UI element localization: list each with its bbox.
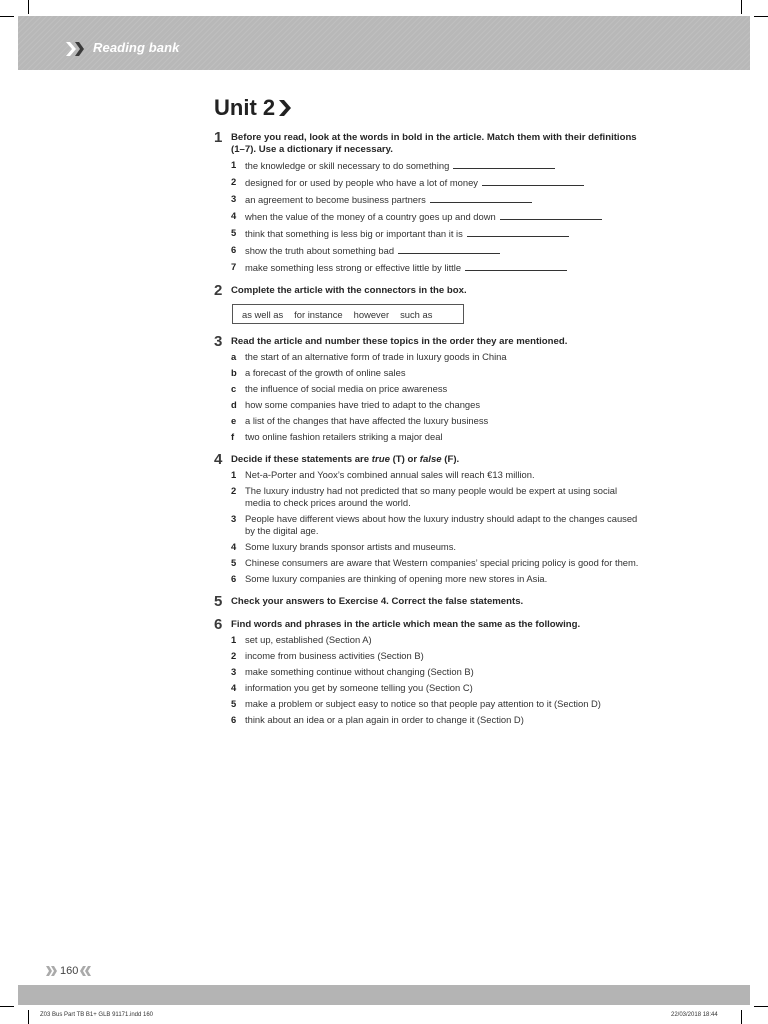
item-text: income from business activities (Section B) bbox=[245, 650, 424, 661]
exercise-number: 5 bbox=[214, 593, 223, 610]
item-text: Some luxury companies are thinking of opening more new stores in Asia. bbox=[245, 573, 548, 584]
answer-blank[interactable] bbox=[430, 193, 532, 203]
page-number-text: 160 bbox=[60, 965, 79, 977]
answer-blank[interactable] bbox=[465, 261, 567, 271]
item-number: 6 bbox=[231, 244, 237, 255]
item-number: 6 bbox=[231, 714, 237, 725]
item-letter: a bbox=[231, 351, 237, 362]
exercise-instruction bbox=[231, 454, 644, 466]
item-text: designed for or used by people who have a lot of money bbox=[245, 177, 478, 188]
exercise-instruction: Find words and phrases in the article which mean the same as the following. bbox=[231, 619, 581, 630]
list-item bbox=[231, 193, 644, 206]
exercise-number: 3 bbox=[214, 333, 223, 350]
exercise-1 bbox=[214, 129, 644, 274]
word-box-item: such as bbox=[400, 308, 433, 320]
word-box-item: as well as bbox=[242, 308, 284, 320]
instruction-text: (F). bbox=[441, 454, 460, 465]
item-number: 4 bbox=[231, 210, 237, 221]
item-text: two online fashion retailers striking a major deal bbox=[245, 431, 443, 442]
item-text: how some companies have tried to adapt to the changes bbox=[245, 399, 481, 410]
list-item bbox=[231, 573, 644, 585]
list-item bbox=[231, 431, 644, 443]
item-text: Some luxury brands sponsor artists and museums. bbox=[245, 541, 457, 552]
item-text: an agreement to become business partners bbox=[245, 194, 426, 205]
exercise-number: 4 bbox=[214, 451, 223, 468]
list-item bbox=[231, 698, 644, 710]
item-text: when the value of the money of a country goes up and down bbox=[245, 211, 496, 222]
exercise-number: 6 bbox=[214, 616, 223, 633]
list-item bbox=[231, 682, 644, 694]
item-number: 5 bbox=[231, 227, 237, 238]
list-item bbox=[231, 351, 644, 363]
item-text: Chinese consumers are aware that Western companies’ special pricing policy is good for them. bbox=[245, 557, 639, 568]
instruction-false: false bbox=[419, 454, 442, 465]
item-number: 4 bbox=[231, 682, 237, 693]
exercise-instruction: Before you read, look at the words in bold in the article. Match them with their definitions (1–7). Use a dictionary if necessary. bbox=[231, 132, 637, 155]
list-item bbox=[231, 261, 644, 274]
exercise-number: 1 bbox=[214, 129, 223, 146]
item-text: information you get by someone telling you (Section C) bbox=[245, 682, 473, 693]
chevron-right-icon bbox=[278, 99, 292, 117]
answer-blank[interactable] bbox=[453, 159, 555, 169]
print-slug-file: Z03 Bus Part TB B1+ GLB 91171.indd 160 bbox=[40, 1012, 154, 1018]
item-text: make something continue without changing (Section B) bbox=[245, 666, 474, 677]
item-text: make a problem or subject easy to notice so that people pay attention to it (Section D) bbox=[245, 698, 601, 709]
item-text: set up, established (Section A) bbox=[245, 634, 372, 645]
exercise-number: 2 bbox=[214, 282, 223, 299]
item-text: think about an idea or a plan again in order to change it (Section D) bbox=[245, 714, 524, 725]
print-slug-date: 22/03/2018 18:44 bbox=[671, 1012, 718, 1018]
item-list bbox=[231, 351, 644, 443]
item-list bbox=[231, 634, 644, 726]
item-letter: d bbox=[231, 399, 237, 410]
item-text: make something less strong or effective little by little bbox=[245, 262, 462, 273]
item-number: 2 bbox=[231, 176, 237, 187]
list-item bbox=[231, 634, 644, 646]
item-text: think that something is less big or important than it is bbox=[245, 228, 463, 239]
crop-mark bbox=[741, 1010, 742, 1024]
item-number: 1 bbox=[231, 634, 237, 645]
unit-title-text: Unit 2 bbox=[214, 95, 276, 120]
word-box bbox=[232, 304, 464, 324]
double-chevron-right-icon bbox=[66, 40, 84, 58]
exercise-instruction: Read the article and number these topics in the order they are mentioned. bbox=[231, 336, 568, 347]
crop-mark bbox=[754, 16, 768, 17]
item-list bbox=[231, 469, 644, 585]
list-item bbox=[231, 485, 644, 509]
exercise-instruction: Complete the article with the connectors in the box. bbox=[231, 285, 467, 296]
list-item bbox=[231, 714, 644, 726]
item-text: the knowledge or skill necessary to do something bbox=[245, 160, 450, 171]
list-item bbox=[231, 469, 644, 481]
answer-blank[interactable] bbox=[467, 227, 569, 237]
item-text: the start of an alternative form of trade in luxury goods in China bbox=[245, 351, 507, 362]
item-text: show the truth about something bad bbox=[245, 245, 395, 256]
item-number: 3 bbox=[231, 666, 237, 677]
answer-blank[interactable] bbox=[482, 176, 584, 186]
exercises bbox=[214, 129, 644, 737]
page-number bbox=[46, 965, 92, 977]
list-item bbox=[231, 176, 644, 189]
instruction-text: Decide if these statements are bbox=[231, 454, 372, 465]
exercise-3 bbox=[214, 333, 644, 443]
exercise-instruction: Check your answers to Exercise 4. Correct the false statements. bbox=[231, 596, 524, 607]
answer-blank[interactable] bbox=[500, 210, 602, 220]
list-item bbox=[231, 399, 644, 411]
item-text: a forecast of the growth of online sales bbox=[245, 367, 406, 378]
footer-band bbox=[18, 985, 750, 1005]
list-item bbox=[231, 210, 644, 223]
crop-mark bbox=[754, 1006, 768, 1007]
chevron-right-icon bbox=[46, 966, 58, 976]
item-number: 2 bbox=[231, 650, 237, 661]
list-item bbox=[231, 159, 644, 172]
item-number: 4 bbox=[231, 541, 237, 552]
item-list bbox=[231, 159, 644, 274]
item-number: 1 bbox=[231, 159, 237, 170]
item-text: a list of the changes that have affected the luxury business bbox=[245, 415, 489, 426]
item-number: 5 bbox=[231, 557, 237, 568]
item-letter: c bbox=[231, 383, 237, 394]
exercise-2 bbox=[214, 282, 644, 324]
item-number: 5 bbox=[231, 698, 237, 709]
item-text: the influence of social media on price awareness bbox=[245, 383, 448, 394]
unit-title bbox=[214, 95, 292, 121]
item-text: The luxury industry had not predicted that so many people would be expert at using social media to check prices around the world. bbox=[245, 485, 618, 508]
list-item bbox=[231, 367, 644, 379]
word-box-item: for instance bbox=[294, 308, 343, 320]
item-number: 3 bbox=[231, 193, 237, 204]
list-item bbox=[231, 650, 644, 662]
exercise-4 bbox=[214, 451, 644, 585]
item-letter: b bbox=[231, 367, 237, 378]
crop-mark bbox=[0, 16, 14, 17]
item-letter: f bbox=[231, 431, 235, 442]
crop-mark bbox=[0, 1006, 14, 1007]
list-item bbox=[231, 227, 644, 240]
section-title: Reading bank bbox=[93, 40, 180, 55]
chevron-left-icon bbox=[80, 966, 92, 976]
instruction-true: true bbox=[371, 454, 390, 465]
list-item bbox=[231, 415, 644, 427]
answer-blank[interactable] bbox=[398, 244, 500, 254]
list-item bbox=[231, 666, 644, 678]
exercise-6 bbox=[214, 616, 644, 726]
list-item bbox=[231, 383, 644, 395]
word-box-item: however bbox=[353, 308, 390, 320]
item-number: 1 bbox=[231, 469, 237, 480]
item-number: 7 bbox=[231, 261, 237, 272]
item-letter: e bbox=[231, 415, 237, 426]
list-item bbox=[231, 541, 644, 553]
crop-mark bbox=[741, 0, 742, 14]
list-item bbox=[231, 513, 644, 537]
item-text: Net-a-Porter and Yoox’s combined annual sales will reach €13 million. bbox=[245, 469, 535, 480]
item-text: People have different views about how the luxury industry should adapt to the changes caused by the digital age. bbox=[245, 513, 638, 536]
crop-mark bbox=[28, 0, 29, 14]
item-number: 2 bbox=[231, 485, 237, 496]
list-item bbox=[231, 557, 644, 569]
crop-mark bbox=[28, 1010, 29, 1024]
list-item bbox=[231, 244, 644, 257]
exercise-5 bbox=[214, 593, 644, 610]
item-number: 6 bbox=[231, 573, 237, 584]
item-number: 3 bbox=[231, 513, 237, 524]
instruction-text: (T) or bbox=[389, 454, 420, 465]
